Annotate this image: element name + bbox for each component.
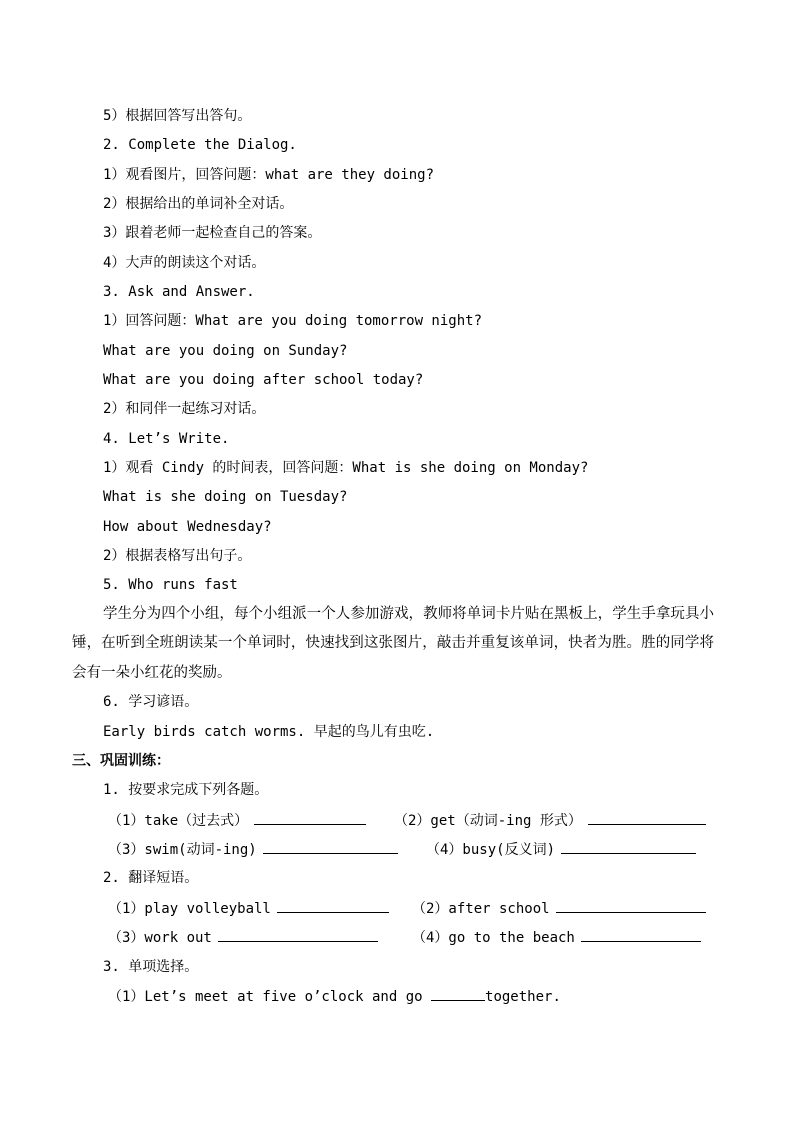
answer-blank[interactable]	[581, 927, 701, 942]
text-line: What are you doing on Sunday?	[103, 343, 348, 359]
answer-blank[interactable]	[263, 839, 398, 854]
exercise-item-label: （4）busy(反义词)	[426, 842, 556, 858]
exercise-item-label: （3）work out	[108, 930, 212, 946]
proverb-title: 6. 学习谚语。	[103, 694, 199, 710]
text-line: What is she doing on Tuesday?	[103, 489, 348, 505]
section-heading: 三、巩固训练：	[72, 753, 170, 769]
text-line: What are you doing after school today?	[103, 372, 424, 388]
text-line: 3）跟着老师一起检查自己的答案。	[103, 225, 322, 241]
exercise1-title: 1. 按要求完成下列各题。	[103, 782, 269, 798]
answer-blank[interactable]	[431, 986, 485, 1001]
exercise-item-label: （1）Let’s meet at five o’clock and go	[108, 989, 432, 1005]
exercise3-title: 3. 单项选择。	[103, 959, 199, 975]
answer-blank[interactable]	[561, 839, 696, 854]
text-line: 4）大声的朗读这个对话。	[103, 255, 266, 271]
exercise-item-label: （3）swim(动词-ing)	[108, 842, 257, 858]
text-line: 2）和同伴一起练习对话。	[103, 401, 266, 417]
text-line: 3. Ask and Answer.	[103, 284, 255, 300]
text-line: 1）观看图片，回答问题：what are they doing?	[103, 167, 435, 183]
text-line: 2）根据表格写出句子。	[103, 548, 252, 564]
exercise-item	[394, 810, 706, 830]
exercise-item-label: （1）take（过去式）	[108, 813, 249, 829]
text-line: 1）回答问题：What are you doing tomorrow night?	[103, 313, 483, 329]
answer-blank[interactable]	[556, 898, 706, 913]
text-line: 5. Who runs fast	[103, 577, 238, 593]
answer-blank[interactable]	[588, 810, 706, 825]
exercise-item	[108, 810, 366, 830]
exercise-item-label: （1）play volleyball	[108, 901, 271, 917]
text-line: 1）观看 Cindy 的时间表，回答问题：What is she doing on Monday?	[103, 460, 589, 476]
exercise-item	[108, 986, 561, 1006]
answer-blank[interactable]	[277, 898, 389, 913]
exercise-item-label: （2）get（动词-ing 形式）	[394, 813, 582, 829]
exercise-item	[412, 927, 701, 947]
exercise-item-label: together.	[485, 989, 561, 1005]
exercise-item	[426, 839, 696, 859]
answer-blank[interactable]	[254, 810, 366, 825]
exercise-item-label: （2）after school	[412, 901, 550, 917]
text-line: 5）根据回答写出答句。	[103, 108, 252, 124]
exercise-item	[108, 839, 398, 859]
answer-blank[interactable]	[218, 927, 378, 942]
exercise2-title: 2. 翻译短语。	[103, 870, 199, 886]
text-line: 2. Complete the Dialog.	[103, 137, 297, 153]
proverb-text: Early birds catch worms. 早起的鸟儿有虫吃.	[103, 724, 435, 740]
exercise-item-label: （4）go to the beach	[412, 930, 575, 946]
game-description-paragraph: 学生分为四个小组，每个小组派一个人参加游戏，教师将单词卡片贴在黑板上，学生手拿玩具小锤，在听到全班朗读某一个单词时，快速找到这张图片，敲击并重复该单词，快者为胜。胜的同学将会有一朵小红花的奖励。	[72, 606, 714, 681]
text-line: 4. Let’s Write.	[103, 431, 230, 447]
text-line: 2）根据给出的单词补全对话。	[103, 196, 294, 212]
text-line: How about Wednesday?	[103, 519, 272, 535]
exercise-item	[108, 898, 389, 918]
exercise-item	[412, 898, 706, 918]
exercise-item	[108, 927, 378, 947]
